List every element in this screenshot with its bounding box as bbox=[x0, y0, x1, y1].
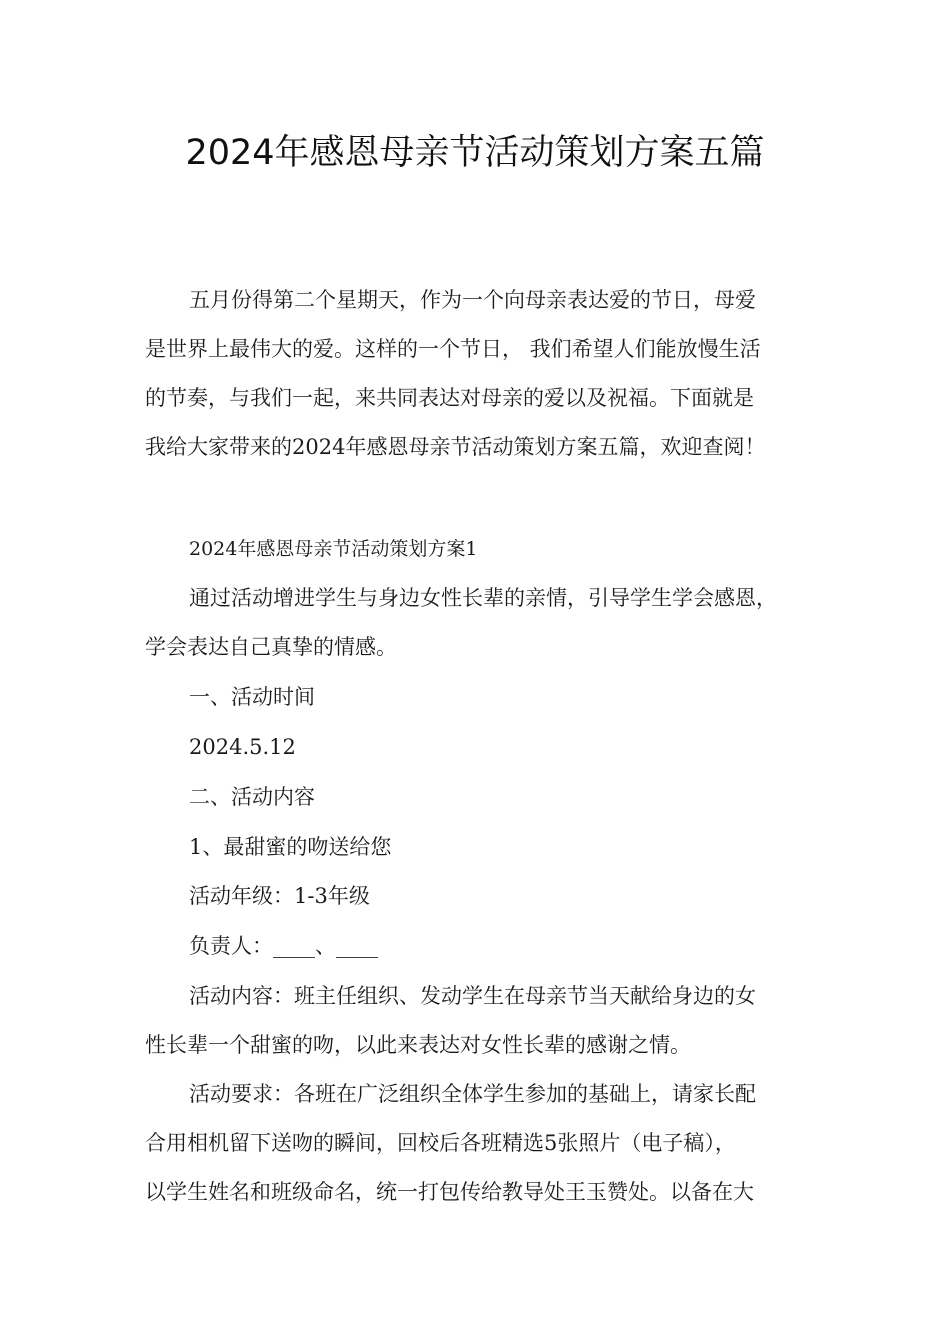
time-heading: 一、活动时间 bbox=[189, 685, 315, 709]
purpose-line-2: 学会表达自己真挚的情感。 bbox=[145, 635, 397, 659]
item1-title: 1、最甜蜜的吻送给您 bbox=[189, 835, 392, 859]
intro-line-3: 的节奏，与我们一起，来共同表达对母亲的爱以及祝福。下面就是 bbox=[145, 386, 754, 410]
section-heading: 2024年感恩母亲节活动策划方案1 bbox=[189, 538, 478, 560]
document-title: 2024年感恩母亲节活动策划方案五篇 bbox=[185, 133, 765, 173]
content-heading: 二、活动内容 bbox=[189, 785, 315, 809]
person-in-charge-line: 负责人：____、____ bbox=[189, 934, 378, 958]
activity-content-line-1: 活动内容：班主任组织、发动学生在母亲节当天献给身边的女 bbox=[189, 984, 756, 1008]
intro-line-1: 五月份得第二个星期天，作为一个向母亲表达爱的节日，母爱 bbox=[189, 288, 756, 312]
intro-line-4: 我给大家带来的2024年感恩母亲节活动策划方案五篇，欢迎查阅！ bbox=[145, 435, 766, 459]
grade-line: 活动年级：1-3年级 bbox=[189, 884, 370, 908]
purpose-line-1: 通过活动增进学生与身边女性长辈的亲情，引导学生学会感恩， bbox=[189, 586, 777, 610]
requirement-line-3: 以学生姓名和班级命名，统一打包传给教导处王玉赞处。以备在大 bbox=[145, 1180, 754, 1204]
intro-line-2: 是世界上最伟大的爱。这样的一个节日， 我们希望人们能放慢生活 bbox=[145, 337, 761, 361]
requirement-line-2: 合用相机留下送吻的瞬间，回校后各班精选5张照片（电子稿）， bbox=[145, 1131, 736, 1155]
time-value: 2024.5.12 bbox=[189, 735, 296, 759]
requirement-line-1: 活动要求：各班在广泛组织全体学生参加的基础上，请家长配 bbox=[189, 1082, 756, 1106]
activity-content-line-2: 性长辈一个甜蜜的吻，以此来表达对女性长辈的感谢之情。 bbox=[145, 1033, 691, 1057]
